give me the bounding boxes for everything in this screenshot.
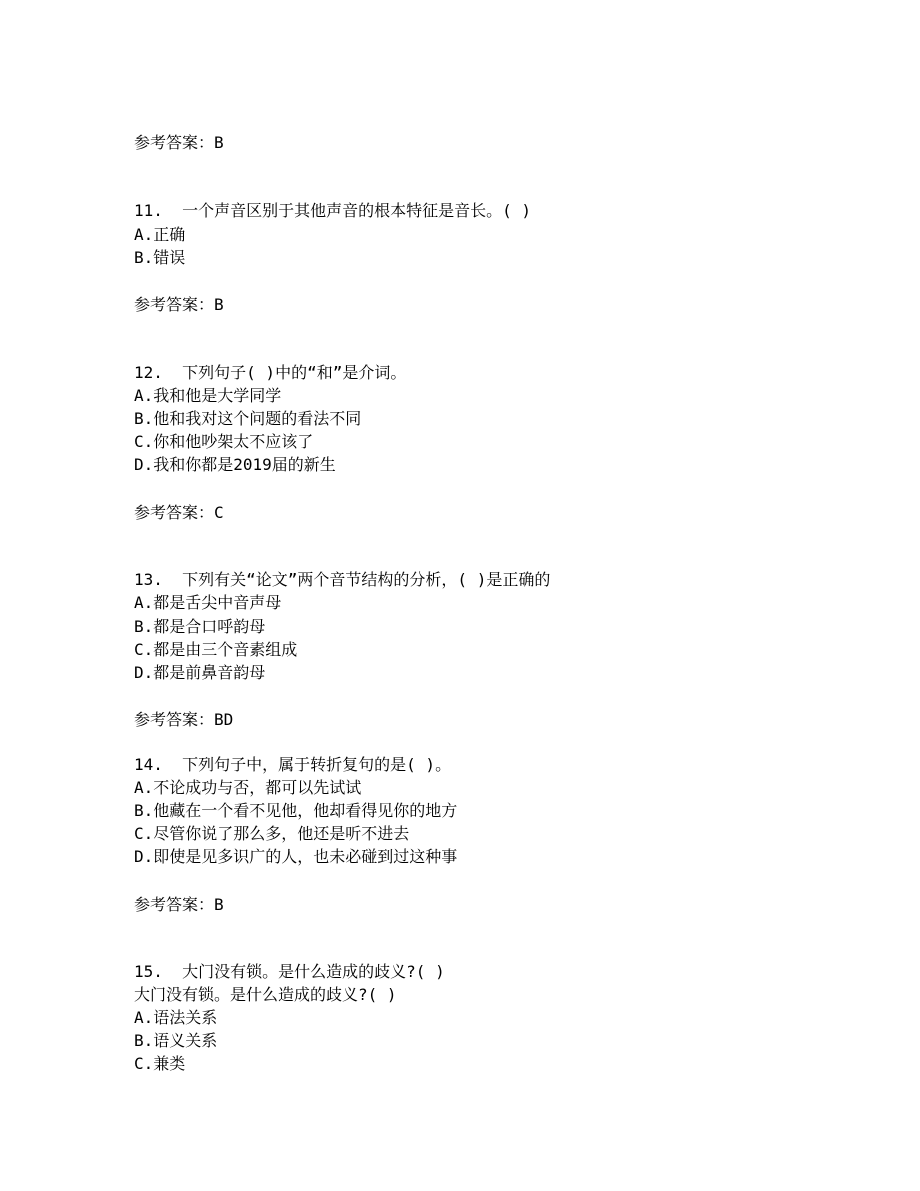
q15-option-b: B.语义关系 bbox=[134, 1031, 218, 1050]
q14-option-d: D.即使是见多识广的人，也未必碰到过这种事 bbox=[134, 847, 458, 866]
q12-option-a: A.我和他是大学同学 bbox=[134, 386, 282, 405]
q15-option-a: A.语法关系 bbox=[134, 1008, 218, 1027]
q14-option-c: C.尽管你说了那么多，他还是听不进去 bbox=[134, 824, 410, 843]
q13-option-a: A.都是舌尖中音声母 bbox=[134, 593, 282, 612]
answer-line bbox=[134, 895, 224, 915]
answer-line bbox=[134, 503, 224, 523]
q14-option-a: A.不论成功与否，都可以先试试 bbox=[134, 778, 362, 797]
question-15-repeat: 大门没有锁。是什么造成的歧义?( ) bbox=[134, 985, 397, 1004]
q13-option-d: D.都是前鼻音韵母 bbox=[134, 663, 266, 682]
answer-prefix: 参考答案： bbox=[134, 133, 215, 152]
answer-prefix: 参考答案： bbox=[134, 710, 215, 729]
question-11: 11. 一个声音区别于其他声音的根本特征是音长。( ) bbox=[134, 201, 532, 220]
answer-line bbox=[134, 133, 224, 153]
answer-value: BD bbox=[214, 710, 234, 729]
answer-value: B bbox=[214, 895, 224, 914]
answer-prefix: 参考答案： bbox=[134, 503, 215, 522]
answer-value: B bbox=[214, 295, 224, 314]
q13-option-c: C.都是由三个音素组成 bbox=[134, 640, 298, 659]
q15-option-c: C.兼类 bbox=[134, 1054, 186, 1073]
question-12: 12. 下列句子( )中的“和”是介词。 bbox=[134, 363, 407, 382]
q12-option-d: D.我和你都是2019届的新生 bbox=[134, 455, 336, 474]
q12-option-c: C.你和他吵架太不应该了 bbox=[134, 432, 314, 451]
q11-option-b: B.错误 bbox=[134, 248, 186, 267]
answer-prefix: 参考答案： bbox=[134, 895, 215, 914]
q12-option-b: B.他和我对这个问题的看法不同 bbox=[134, 409, 362, 428]
q11-option-a: A.正确 bbox=[134, 225, 186, 244]
answer-line bbox=[134, 710, 233, 730]
q13-option-b: B.都是合口呼韵母 bbox=[134, 617, 266, 636]
answer-prefix: 参考答案： bbox=[134, 295, 215, 314]
question-13: 13. 下列有关“论文”两个音节结构的分析，( )是正确的 bbox=[134, 570, 551, 589]
answer-value: C bbox=[214, 503, 224, 522]
answer-value: B bbox=[214, 133, 224, 152]
question-14: 14. 下列句子中，属于转折复句的是( )。 bbox=[134, 755, 452, 774]
question-15: 15. 大门没有锁。是什么造成的歧义?( ) bbox=[134, 962, 445, 981]
answer-line bbox=[134, 295, 224, 315]
q14-option-b: B.他藏在一个看不见他，他却看得见你的地方 bbox=[134, 801, 458, 820]
